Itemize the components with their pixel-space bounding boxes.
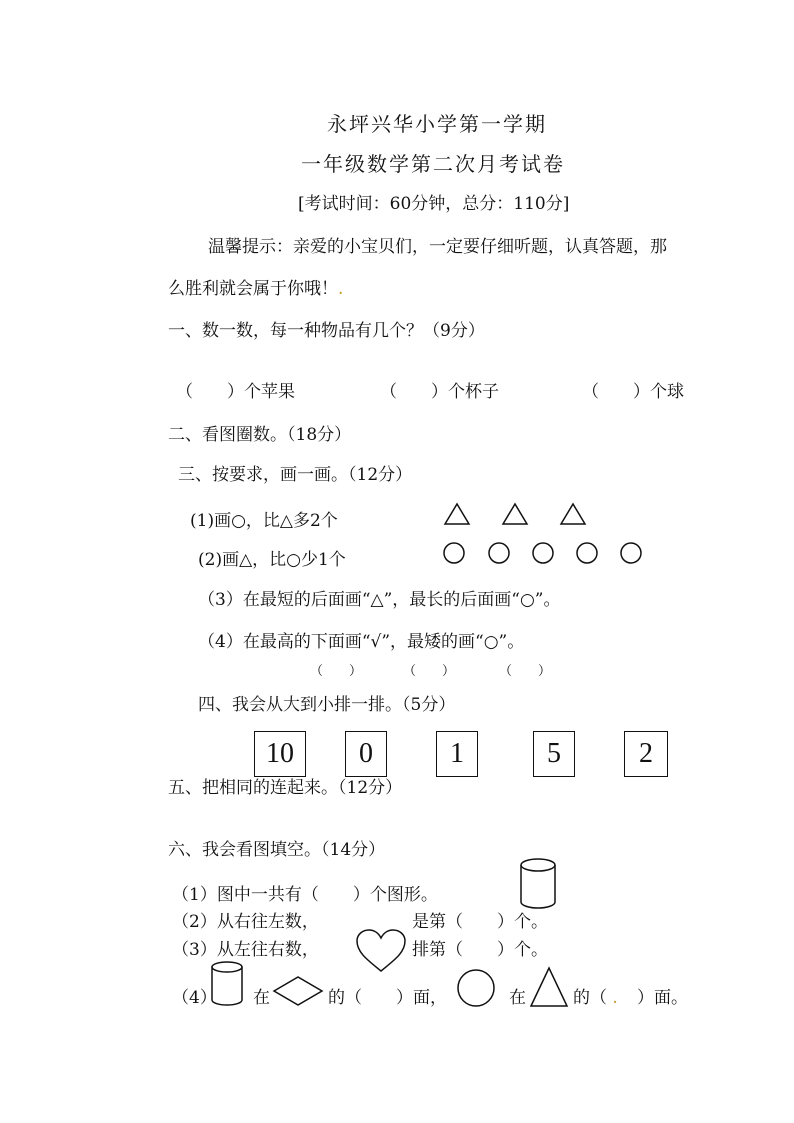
intro-line-2-wrap [168,274,343,299]
section-6-heading: 六、我会看图填空。（14分） [168,840,386,860]
section-1-heading: 一、数一数，每一种物品有几个？（9分） [168,321,485,341]
cylinder-small-icon [210,960,246,1008]
section-3-item-2: (2)画△，比○少1个 [198,550,346,570]
question-6-4-end: ）面。 [637,988,688,1008]
circle-icon [621,543,641,563]
exam-subtitle: 一年级数学第二次月考试卷 [301,152,565,176]
cylinder-icon [519,857,559,911]
number-box: 1 [436,731,478,777]
number-box: 5 [533,731,575,777]
question-6-4-de-1: 的（ ）面， [328,988,447,1008]
triangle-icon [503,504,527,524]
triangle-icon [445,504,469,524]
section-3-item-1: (1)画○，比△多2个 [190,511,338,531]
intro-line-2: 么胜利就会属于你哦！ [168,279,338,299]
question-6-4-number: （4） [172,988,217,1008]
question-6-3-end: 排第（ ）个。 [412,940,548,960]
question-6-2-end: 是第（ ）个。 [412,912,548,932]
triangle-icon [561,504,585,524]
answer-blank-3[interactable]: （ ） [499,664,552,679]
circle-large-icon [456,968,498,1010]
triangle-large-icon [529,966,571,1008]
exam-info: [考试时间：60分钟，总分：110分] [298,194,570,214]
circle-row [440,540,660,570]
section-3-item-4: （4）在最高的下面画“√”，最矮的画“○”。 [198,632,525,652]
question-6-1: （1）图中一共有（ ）个图形。 [172,885,438,905]
answer-blank-1[interactable]: （ ） [310,664,363,679]
circle-icon [489,543,509,563]
diamond-icon [272,975,326,1007]
intro-line-1: 温馨提示：亲爱的小宝贝们，一定要仔细听题，认真答题，那 [208,237,667,257]
question-6-2-start: （2）从右往左数， [172,912,319,932]
number-box: 0 [345,731,387,777]
question-6-4-de-2: 的（ [573,988,607,1008]
question-6-3-start: （3）从左往右数， [172,940,319,960]
heart-icon [355,929,407,973]
question-6-4-zai-2: 在 [509,988,526,1008]
circle-icon [444,543,464,563]
section-4-heading: 四、我会从大到小排一排。（5分） [198,695,456,715]
question-6-4-de-2-wrap [573,983,688,1008]
number-box: 10 [254,731,306,777]
circle-icon [533,543,553,563]
blank-balls[interactable]: （ ）个球 [582,382,684,402]
section-5-heading: 五、把相同的连起来。（12分） [168,778,403,798]
decorative-dot: . [607,988,618,1008]
blank-cups[interactable]: （ ）个杯子 [380,382,499,402]
answer-blank-2[interactable]: （ ） [403,664,456,679]
section-3-heading: 三、按要求，画一画。（12分） [178,465,413,485]
section-2-heading: 二、看图圈数。（18分） [168,425,352,445]
triangle-row [440,500,620,530]
blank-apples[interactable]: （ ）个苹果 [176,382,295,402]
section-3-item-3: （3）在最短的后面画“△”，最长的后面画“○”。 [198,590,561,610]
exam-title: 永坪兴华小学第一学期 [327,112,547,136]
circle-icon [577,543,597,563]
decorative-dot: . [338,279,344,299]
question-6-4-zai-1: 在 [253,988,270,1008]
number-box: 2 [624,731,668,777]
